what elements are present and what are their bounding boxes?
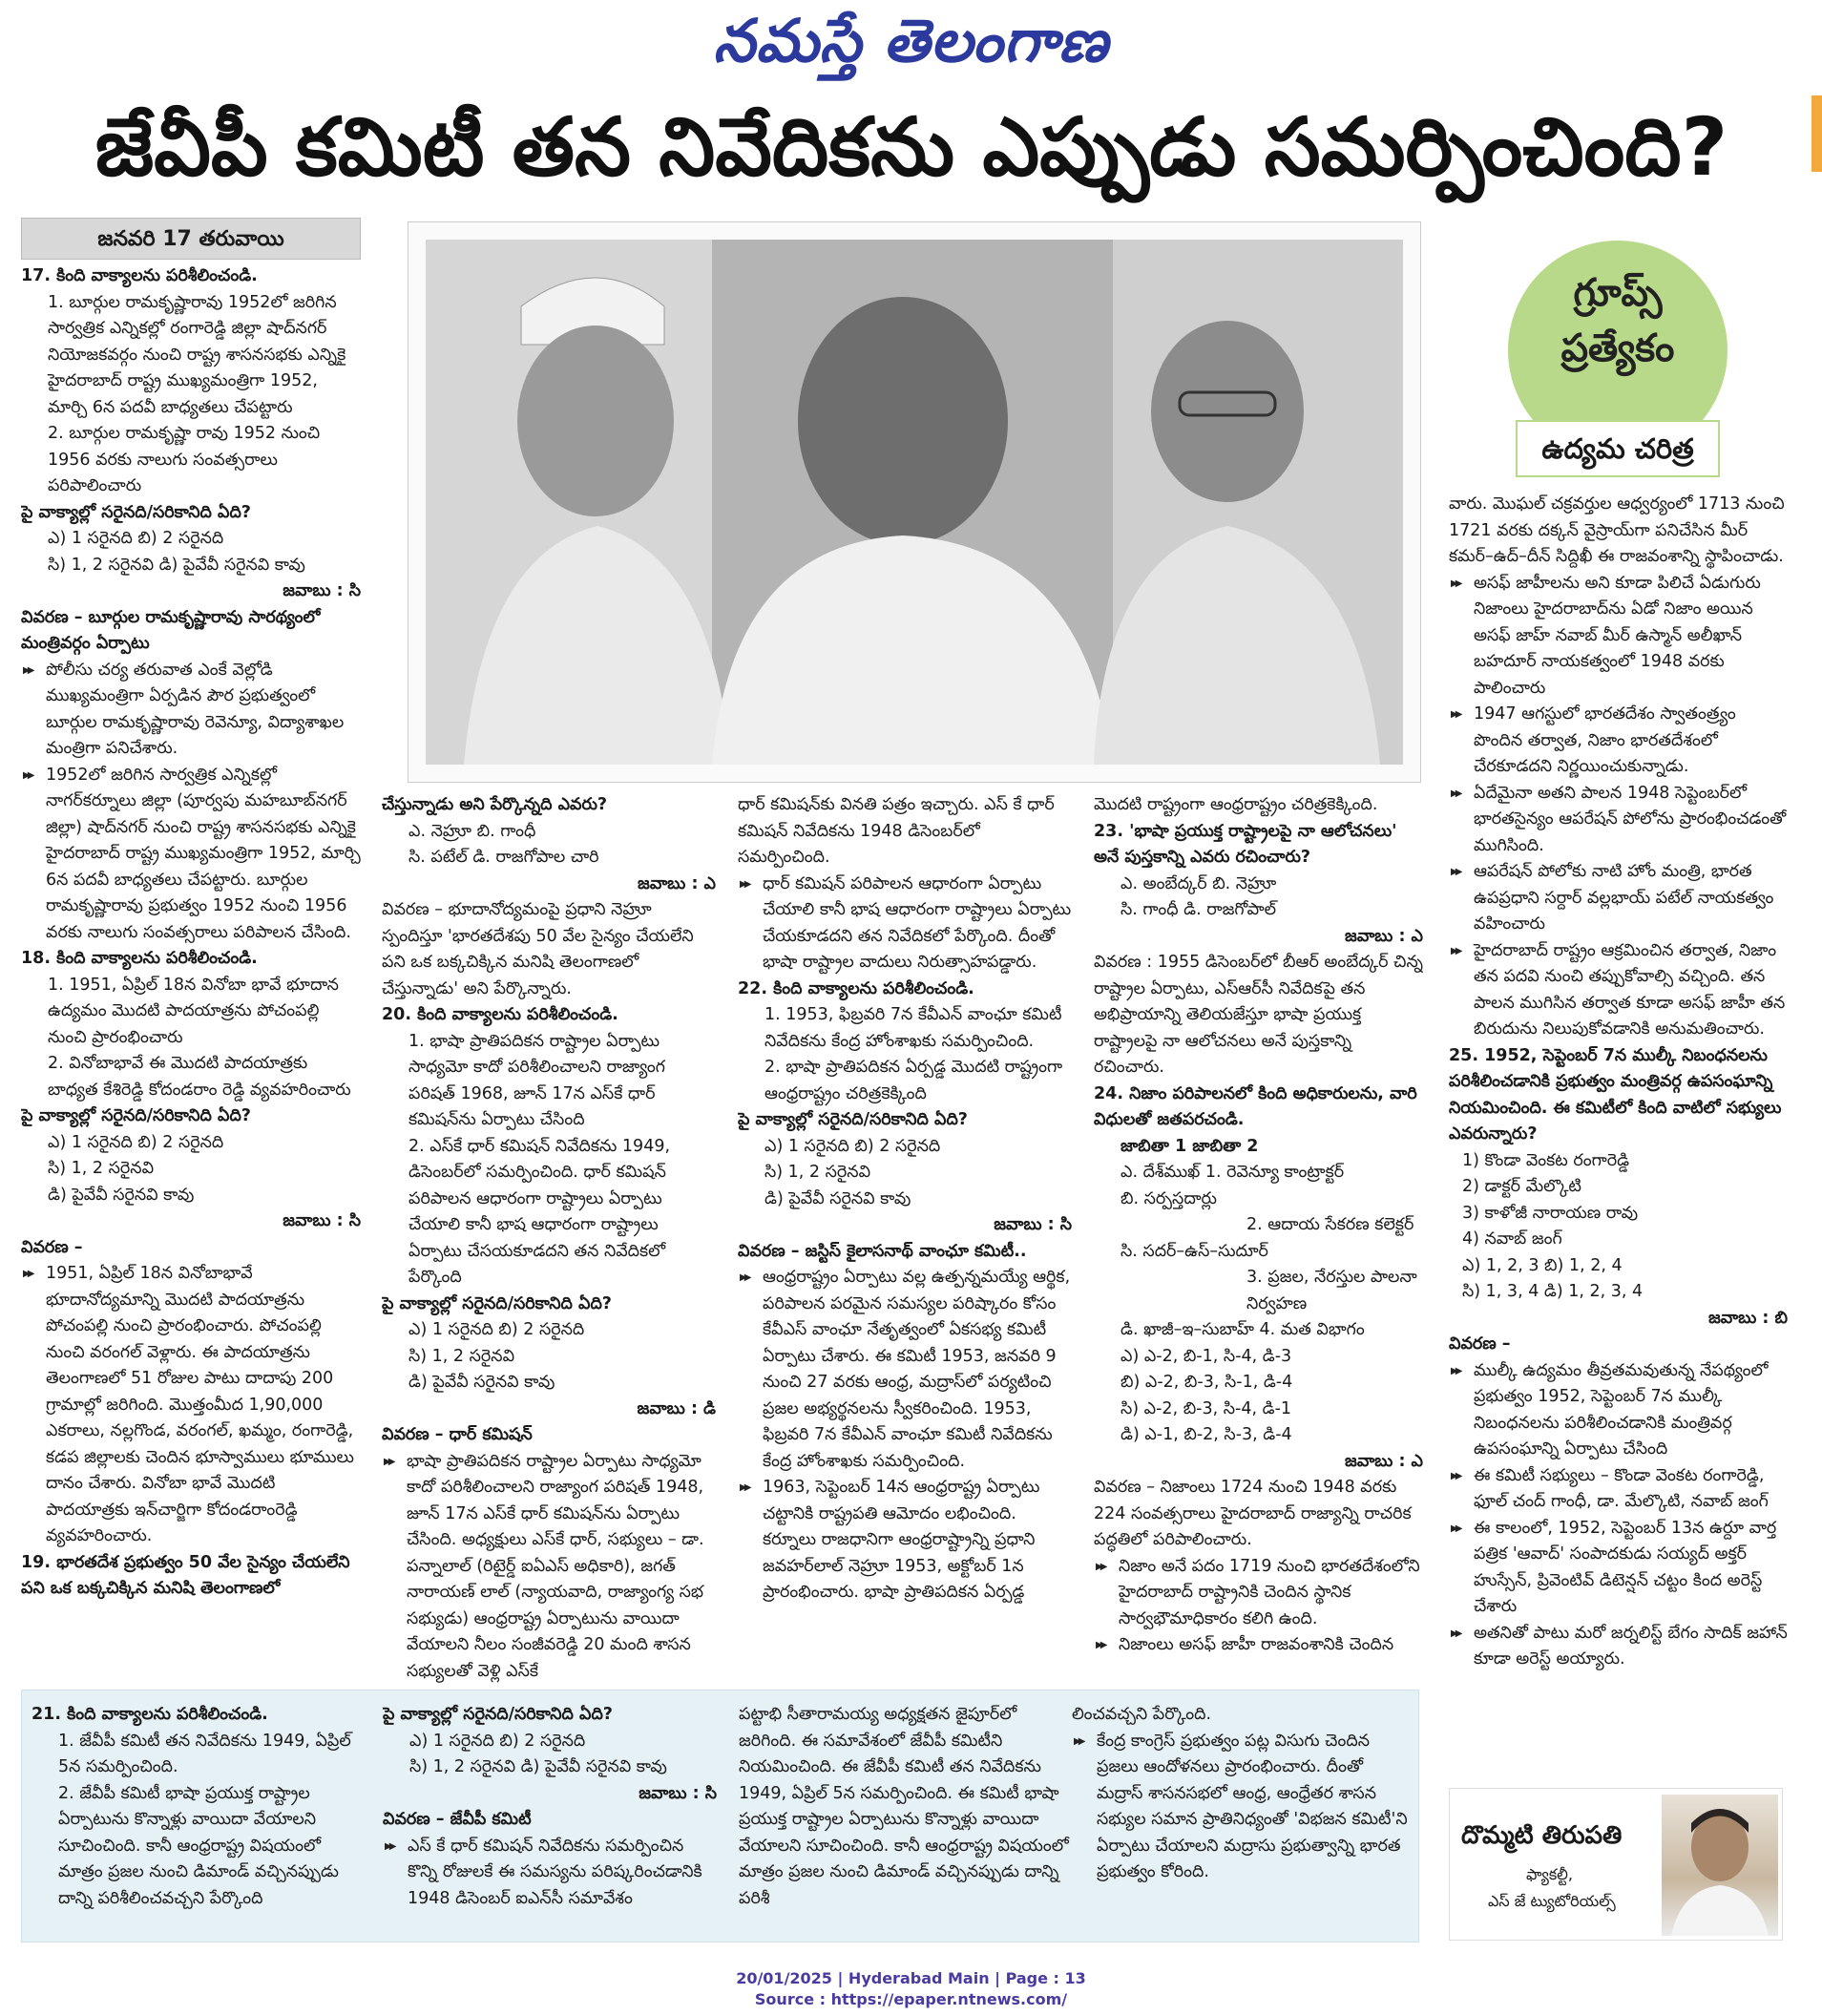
option: ఎ) 1 సరైనది బి) 2 సరైనది (408, 1320, 585, 1339)
stmt: 2. భాషా ప్రాతిపదికన ఏర్పడ్డ మొదటి రాష్ట్రంగా ఆంధ్రరాష్ట్రం చరిత్రకెక్కింది (764, 1058, 1063, 1103)
column-1 (21, 218, 361, 1686)
option: సి) 1, 2 సరైనవి డి) పైవేవీ సరైనవి కావు (409, 1757, 667, 1776)
option: ఎ) ఎ-2, బి-1, సి-4, డి-3 (1120, 1346, 1292, 1366)
question-22: 22. కింది వాక్యాలను పరిశీలించండి. (738, 978, 974, 998)
option: సి. పటేల్ డి. రాజగోపాల చారి (408, 848, 599, 867)
author-portrait (1662, 1795, 1778, 1936)
bullet-point: ▶▶ 1963, సెప్టెంబర్ 14న ఆంధ్రరాష్ట్ర ఏర్పాటు చట్టానికి రాష్ట్రపతి ఆమోదం లభించింది. కర్నూలు రాజధానిగా ఆంధ్రరాష్ట్రాన్ని ప్రధాని జవహర్‌లాల్ నెహ్రూ 1953, అక్టోబర్ 1న ప్రారంభించారు. భాషా ప్రాతిపదికన ఏర్పడ్డ (738, 1475, 1072, 1606)
match-row: డి. ఖాజీ–ఇ–సుబాహ్ 4. మత విభాగం (1120, 1320, 1365, 1339)
stmt: 2. ఎస్‌కే ధార్ కమిషన్ నివేదికను 1949, డిసెంబర్‌లో సమర్పించింది. ధార్ కమిషన్ పరిపాలన ఆధారంగా రాష్ట్రాలు ఏర్పాటు చేయాలి కానీ భాష ఆధారంగా రాష్ట్రాలు ఏర్పాటు చేసయకూడదని తన నివేదికలో పేర్కొంది (408, 1136, 671, 1287)
list-item: 2) డాక్టర్ మేల్కొటి (1462, 1177, 1581, 1196)
bullet-point: ▶▶ ముల్కీ ఉద్యమం తీవ్రతమవుతున్న నేపథ్యంలో ప్రభుత్వం 1952, సెప్టెంబర్ 7న ముల్కీ నిబంధనలను పరిశీలించడానికి మంత్రివర్గ ఉపసంఘాన్ని ఏర్పాటు చేసింది (1449, 1358, 1788, 1463)
option: సి) 1, 2 సరైనవి (408, 1346, 515, 1366)
page-headline: జేవీపీ కమిటీ తన నివేదికను ఎప్పుడు సమర్పించింది? (94, 100, 1728, 194)
leaders-photo (408, 221, 1421, 783)
edge-accent (1812, 95, 1822, 172)
box-column-3 (739, 1702, 1073, 1936)
question-prompt: పై వాక్యాల్లో సరైనది/సరికానిది ఏది? (382, 1293, 612, 1313)
explanation-heading: వివరణ – జస్టిస్ కైలాసనాథ్ వాంఛూ కమిటీ.. (738, 1241, 1027, 1261)
bullet-point: ▶▶ ఈ కమిటీ సభ్యులు – కొండా వెంకట రంగారెడ్డి, ఫూల్ చంద్ గాంధీ, డా. మేల్కొటి, నవాబ్ జంగ్ (1449, 1463, 1788, 1516)
author-name: దొమ్మటి తిరుపతి (1461, 1821, 1623, 1850)
explanation: వివరణ – నిజాంలు 1724 నుంచి 1948 వరకు 224 సంవత్సరాలు హైదరాబాద్ రాజ్యాన్ని రాచరిక పద్ధతిలో పరిపాలించారు. (1094, 1478, 1412, 1549)
date-tag: జనవరి 17 తరువాయి (21, 218, 361, 260)
bullet-point: ▶▶ ఆపరేషన్ పోలోకు నాటి హోం మంత్రి, భారత ఉపప్రధాని సర్దార్ వల్లభాయ్ పటేల్ నాయకత్వం వహించారు (1449, 859, 1788, 938)
bullet-point: ▶▶ 1951, ఏప్రిల్ 18న వినోబాభావే భూదానోద్యమాన్ని మొదటి పాదయాత్రను పోచంపల్లి నుంచి ప్రారంభించారు. పోచంపల్లి నుంచి వరంగల్ వెళ్లారు. ఈ పాదయాత్రను తెలంగాణలో 51 రోజుల పాటు దాదాపు 200 గ్రామాల్లో జరిగింది. మొత్తంమీద 1,90,000 ఎకరాలు, నల్లగొండ, వరంగల్, ఖమ్మం, రంగారెడ్డి, కడప జిల్లాలకు చెందిన భూస్వాములు భూములు దానం చేశారు. వినోబా భావే మొదటి పాదయాత్రకు ఇన్‌చార్జిగా కోదండరాంరెడ్డి వ్యవహరించారు. (21, 1261, 361, 1550)
match-row: ఎ. దేశ్‌ముఖ్ 1. రెవెన్యూ కాంట్రాక్టర్ (1120, 1163, 1345, 1182)
footer-source: Source : https://epaper.ntnews.com/ (754, 1990, 1068, 2008)
stmt: 1. జేవీపీ కమిటీ తన నివేదికను 1949, ఏప్రిల్ 5న సమర్పించింది. (58, 1731, 351, 1776)
stmt: 2. వినోబాభావే ఈ మొదటి పాదయాత్రకు బాధ్యత కేశిరెడ్డి కోదండరాం రెడ్డి వ్యవహరించారు (48, 1054, 351, 1100)
question-19: 19. భారతదేశ ప్రభుత్వం 50 వేల సైన్యం చేయలేని పని ఒక బక్కచిక్కిన మనిషి తెలంగాణలో (21, 1552, 350, 1598)
answer: జవాబు : సి (283, 1211, 361, 1230)
answer: జవాబు : ఎ (1345, 1451, 1423, 1471)
answer: జవాబు : బి (1708, 1308, 1788, 1328)
explanation: వివరణ : 1955 డిసెంబర్‌లో బీఆర్ అంబేద్కర్ చిన్న రాష్ట్రాల ఏర్పాటు, ఎస్ఆర్‌సీ నివేదికపై తన అభిప్రాయాన్ని తెలియజేస్తూ భాషా ప్రయుక్త రాష్ట్రాలపై నా ఆలోచనలు అనే పుస్తకాన్ని రచించారు. (1094, 953, 1423, 1077)
bullet-point: ▶▶ అతనితో పాటు మరో జర్నలిస్ట్ బేగం సాదిక్ జహాన్ కూడా అరెస్ట్ అయ్యారు. (1449, 1621, 1788, 1673)
question-21: 21. కింది వాక్యాలను పరిశీలించండి. (31, 1705, 268, 1724)
answer: జవాబు : సి (639, 1783, 717, 1803)
explanation-heading: వివరణ – బూర్గుల రామకృష్ణారావు సారథ్యంలో మంత్రివర్గం ఏర్పాటు (21, 607, 321, 653)
page-footer (0, 1968, 1822, 2010)
bullet-point: ▶▶ 1952లో జరిగిన సార్వత్రిక ఎన్నికల్లో నాగర్‌కర్నూలు జిల్లా (పూర్వపు మహబూబ్‌నగర్ జిల్లా) షాద్‌నగర్ నుంచి రాష్ట్ర శాసనసభకు ఎన్నికై హైదరాబాద్ రాష్ట్ర ముఖ్యమంత్రిగా 1952, మార్చి 6న పదవీ బాధ్యతలు చేపట్టారు. బూర్గుల రామకృష్ణారావు ప్రభుత్వం 1952 నుంచి 1956 వరకు నాలుగు సంవత్సరాలు పరిపాలన చేసింది. (21, 763, 361, 947)
list-headers: జాబితా 1 జాబితా 2 (1120, 1136, 1259, 1156)
option: సి) 1, 2 సరైనవి డి) పైవేవీ సరైనవి కావు (48, 555, 305, 575)
match-row: 3. ప్రజల, నేరస్తుల పాలనా నిర్వహణ (1246, 1268, 1417, 1313)
stmt: 1. 1953, ఫిబ్రవరి 7న కేవీఎన్ వాంఛూ కమిటీ నివేదికను కేంద్ర హోంశాఖకు సమర్పించింది. (764, 1005, 1062, 1051)
option: డి) పైవేవీ సరైనవి కావు (764, 1188, 911, 1208)
answer: జవాబు : సి (283, 581, 361, 600)
explanation-heading: వివరణ – ధార్ కమిషన్ (382, 1425, 533, 1444)
explanation-heading: వివరణ – (21, 1237, 83, 1257)
masthead-logo: నమస్తే తెలంగాణ (713, 6, 1109, 75)
answer: జవాబు : ఎ (638, 873, 716, 893)
stmt: 1. బూర్గుల రామకృష్ణారావు 1952లో జరిగిన సార్వత్రిక ఎన్నికల్లో రంగారెడ్డి జిల్లా షాద్‌నగర్ నియోజకవర్గం నుంచి రాష్ట్ర శాసనసభకు ఎన్నికై హైదరాబాద్ రాష్ట్ర ముఖ్యమంత్రిగా 1952, మార్చి 6న పదవీ బాధ్యతలు చేపట్టారు (48, 292, 346, 417)
stmt: 1. భాషా ప్రాతిపదికన రాష్ట్రాల ఏర్పాటు సాధ్యమో కాదో పరిశీలించాలని రాజ్యాంగ పరిషత్ 1968, జూన్ 17న ఎస్‌కే ధార్ కమిషన్‌ను ఏర్పాటు చేసింది (408, 1031, 665, 1129)
bullet-point: ▶▶ పోలీసు చర్య తరువాత ఎంకే వెల్లోడి ముఖ్యమంత్రిగా ఏర్పడిన పౌర ప్రభుత్వంలో బూర్గుల రామకృష్ణారావు రెవెన్యూ, విద్యాశాఖల మంత్రిగా పనిచేశారు. (21, 658, 361, 763)
column-2 (382, 792, 716, 1685)
badge-line2: ప్రత్యేకం (1560, 326, 1675, 370)
option: డి) ఎ-1, బి-2, సి-3, డి-4 (1120, 1425, 1292, 1444)
list-item: 1) కొండా వెంకట రంగారెడ్డి (1462, 1150, 1630, 1170)
photo-image (426, 240, 1403, 765)
footer-date-page: 20/01/2025 | Hyderabad Main | Page : 13 (736, 1969, 1086, 1987)
bullet-point: ▶▶ ఆంధ్రరాష్ట్రం ఏర్పాటు వల్ల ఉత్పన్నమయ్యే ఆర్థిక, పరిపాలన పరమైన సమస్యల పరిష్కారం కోసం కేవీఎస్ వాంఛూ నేతృత్వంలో ఏకసభ్య కమిటీ ఏర్పాటు చేశారు. ఈ కమిటీ 1953, జనవరి 9 నుంచి 27 వరకు ఆంధ్ర, మద్రాస్‌లో పర్యటించి ప్రజల అభ్యర్థనలను స్వీకరించింది. 1953, ఫిబ్రవరి 7న కేవీఎన్ వాంఛూ కమిటీ నివేదికను కేంద్ర హోంశాఖకు సమర్పించింది. (738, 1265, 1072, 1475)
question-18: 18. కింది వాక్యాలను పరిశీలించండి. (21, 949, 258, 968)
explanation: వివరణ – భూదానోద్యమంపై ప్రధాని నెహ్రూ స్పందిస్తూ 'భారతదేశపు 50 వేల సైన్యం చేయలేని పని ఒక బక్కచిక్కిన మనిషి తెలంగాణలో చేస్తున్నాడు' అని పేర్కొన్నారు. (382, 900, 694, 998)
stmt: 2. జేవీపీ కమిటీ భాషా ప్రయుక్త రాష్ట్రాల ఏర్పాటును కొన్నాళ్లు వాయిదా వేయాలని సూచించింది. కానీ ఆంధ్రరాష్ట్ర విషయంలో మాత్రం ప్రజల నుంచి డిమాండ్ వచ్చినప్పుడు దాన్ని పరిశీలించవచ్చని పేర్కొంది (58, 1783, 339, 1908)
explanation-heading: వివరణ – (1449, 1334, 1511, 1354)
paragraph: పట్టాభి సీతారామయ్య అధ్యక్షతన జైపూర్‌లో జరిగింది. ఈ సమావేశంలో జేవీపీ కమిటీని నియమించింది. ఈ జేవీపీ కమిటీ తన నివేదికను 1949, ఏప్రిల్ 5న సమర్పించింది. ఈ కమిటీ భాషా ప్రయుక్త రాష్ట్రాల ఏర్పాటును కొన్నాళ్లు వాయిదా వేయాలని సూచించింది. కానీ ఆంధ్రరాష్ట్ర విషయంలో మాత్రం ప్రజల నుంచి డిమాండ్ వచ్చినప్పుడు దాన్ని పరిశీ (739, 1705, 1069, 1908)
bullet-point: ▶▶ నిజాం అనే పదం 1719 నుంచి భారతదేశంలోని హైదరాబాద్ రాష్ట్రానికి చెందిన స్థానిక సార్వభౌమాధికారం కలిగి ఉంది. (1094, 1554, 1423, 1633)
option: ఎ) 1, 2, 3 బి) 1, 2, 4 (1462, 1255, 1623, 1275)
box-column-2 (383, 1702, 717, 1936)
stmt: 2. బూర్గుల రామకృష్ణా రావు 1952 నుంచి 1956 వరకు నాలుగు సంవత్సరాలు పరిపాలించారు (48, 424, 321, 495)
explanation-heading: వివరణ – జేవీపీ కమిటీ (383, 1810, 532, 1829)
paragraph: లించవచ్చని పేర్కొంది. (1072, 1705, 1212, 1724)
option: ఎ. నెహ్రూ బి. గాంధీ (408, 821, 536, 841)
question-23: 23. 'భాషా ప్రయుక్త రాష్ట్రాలపై నా ఆలోచనలు' అనే పుస్తకాన్ని ఎవరు రచించారు? (1094, 821, 1397, 867)
question-20: 20. కింది వాక్యాలను పరిశీలించండి. (382, 1005, 618, 1024)
bullet-point: ▶▶ ధార్ కమిషన్ పరిపాలన ఆధారంగా ఏర్పాటు చేయాలి కానీ భాష ఆధారంగా రాష్ట్రాలు ఏర్పాటు చేయకూడదని తన నివేదికలో పేర్కొంది. దీంతో భాషా రాష్ట్రాల వాదులు నిరుత్సాహపడ్డారు. (738, 872, 1072, 976)
question-24: 24. నిజాం పరిపాలనలో కింది అధికారులను, వారి విధులతో జతపరచండి. (1094, 1083, 1417, 1129)
badge-band: ఉద్యమ చరిత్ర (1516, 420, 1720, 477)
portrait-silhouettes (426, 240, 1403, 765)
column-3 (738, 792, 1072, 1685)
bullet-point: ▶▶ 1947 ఆగస్టులో భారతదేశం స్వాతంత్ర్యం పొందిన తర్వాత, నిజాం భారతదేశంలో చేరకూడదని నిర్ణయించుకున్నాడు. (1449, 702, 1788, 781)
bullet-point: ▶▶ ఎస్ కే ధార్ కమిషన్ నివేదికను సమర్పించిన కొన్ని రోజులకే ఈ సమస్యను పరిష్కరించడానికి 1948 డిసెంబర్ ఐఎన్‌సీ సమావేశం (383, 1834, 717, 1913)
option: సి) 1, 2 సరైనవి (764, 1163, 871, 1182)
author-organization: ఎస్ జే ట్యుటోరియల్స్ (1488, 1892, 1616, 1910)
match-row: సి. సదర్–ఉస్–సుదూర్ (1120, 1241, 1268, 1261)
option: ఎ) 1 సరైనది బి) 2 సరైనది (48, 1132, 224, 1152)
answer: జవాబు : ఎ (1345, 926, 1423, 946)
bullet-point: ▶▶ అసఫ్ జాహీలను అని కూడా పిలిచే ఏడుగురు నిజాంలు హైదరాబాద్‌ను ఏడో నిజాం అయిన అసఫ్ జాహ్ నవాబ్ మీర్ ఉస్మాన్ అలీఖాన్ బహదూర్ నాయకత్వంలో 1948 వరకు పాలించారు (1449, 571, 1788, 703)
option: సి) ఎ-2, బి-3, సి-4, డి-1 (1120, 1398, 1292, 1418)
match-row: 2. ఆదాయ సేకరణ కలెక్టర్ (1246, 1215, 1414, 1234)
option: ఎ) 1 సరైనది బి) 2 సరైనది (409, 1731, 586, 1751)
option: సి) 1, 2 సరైనవి (48, 1159, 155, 1178)
box-column-1 (31, 1702, 366, 1936)
question-prompt: పై వాక్యాల్లో సరైనది/సరికానిది ఏది? (738, 1110, 968, 1129)
question-prompt: పై వాక్యాల్లో సరైనది/సరికానిది ఏది? (21, 502, 251, 522)
question-25: 25. 1952, సెప్టెంబర్ 7న ముల్కీ నిబంధనలను పరిశీలించడానికి ప్రభుత్వం మంత్రివర్గ ఉపసంఘాన్ని నియమించింది. ఈ కమిటీలో కింది వాటిలో సభ్యులు ఎవరున్నారు? (1449, 1045, 1782, 1144)
answer: జవాబు : డి (637, 1398, 716, 1418)
box-column-4 (1072, 1702, 1411, 1936)
option: ఎ) 1 సరైనది బి) 2 సరైనది (48, 529, 224, 548)
option: ఎ) 1 సరైనది బి) 2 సరైనది (764, 1136, 941, 1156)
bullet-point: ▶▶ ఈ కాలంలో, 1952, సెప్టెంబర్ 13న ఉర్దూ వార్త పత్రిక 'ఆవాద్' సంపాదకుడు సయ్యద్ అక్తర్ హుస్సేన్, ప్రివెంటివ్ డిటెన్షన్ చట్టం కింద అరెస్ట్ చేశారు (1449, 1516, 1788, 1621)
paragraph: మొదటి రాష్ట్రంగా ఆంధ్రరాష్ట్రం చరిత్రకెక్కింది. (1094, 795, 1378, 814)
bullet-point: ▶▶ హైదరాబాద్ రాష్ట్రం ఆక్రమించిన తర్వాత, నిజాం తన పదవి నుంచి తప్పుకోవాల్సి వచ్చింది. తన పాలన ముగిసిన తర్వాత కూడా అసఫ్ జాహీ తన బిరుదును నిలుపుకోవడానికి అనుమతించారు. (1449, 938, 1788, 1043)
paragraph: ధార్ కమిషన్‌కు వినతి పత్రం ఇచ్చారు. ఎస్ కే ధార్ కమిషన్ నివేదికను 1948 డిసెంబర్‌లో సమర్పించింది. (738, 795, 1055, 867)
question-17: 17. కింది వాక్యాలను పరిశీలించండి. (21, 266, 258, 285)
option: డి) పైవేవీ సరైనవి కావు (48, 1185, 195, 1205)
option: సి. గాంధీ డి. రాజగోపాల్ (1120, 900, 1277, 919)
option: ఎ. అంబేద్కర్ బి. నెహ్రూ (1120, 873, 1277, 893)
list-item: 3) కాళోజీ నారాయణ రావు (1462, 1203, 1639, 1223)
paragraph: వారు. మొఘల్ చక్రవర్తుల ఆధ్వర్యంలో 1713 నుంచి 1721 వరకు దక్కన్ వైస్రాయ్‌గా పనిచేసిన మీర్ కమర్–ఉద్–దీన్ సిద్దిఖీ ఈ రాజవంశాన్ని స్థాపించాడు. (1449, 494, 1785, 566)
column-5 (1449, 492, 1788, 1782)
list-item: 4) నవాబ్ జంగ్ (1462, 1229, 1562, 1249)
bullet-point: ▶▶ కేంద్ర కాంగ్రెస్ ప్రభుత్వం పట్ల విసుగు చెందిన ప్రజలు ఆందోళనలు ప్రారంభించారు. దీంతో మద్రాస్ శాసనసభలో ఆంధ్ర, ఆంధ్రేతర శాసన సభ్యుల సమాన ప్రాతినిధ్యంతో 'విభజన కమిటీ'ని ఏర్పాటు చేయాలని మద్రాసు ప్రభుత్వాన్ని భారత ప్రభుత్వం కోరింది. (1072, 1729, 1411, 1886)
question-prompt: పై వాక్యాల్లో సరైనది/సరికానిది ఏది? (383, 1705, 613, 1724)
author-role: ఫ్యాకల్టీ, (1526, 1865, 1573, 1883)
match-row: బి. సర్పస్తదార్లు (1120, 1188, 1217, 1208)
bullet-point: ▶▶ నిజాంలు అసఫ్ జాహీ రాజవంశానికి చెందిన (1094, 1632, 1423, 1659)
option: సి) 1, 3, 4 డి) 1, 2, 3, 4 (1462, 1282, 1644, 1301)
option: బి) ఎ-2, బి-3, సి-1, డి-4 (1120, 1373, 1293, 1392)
question-continued: చేస్తున్నాడు అని పేర్కొన్నది ఎవరు? (382, 795, 608, 814)
author-box (1449, 1788, 1783, 1941)
badge-line1: గ్రూప్స్ (1573, 271, 1663, 315)
question-21-box (21, 1690, 1419, 1942)
bullet-point: ▶▶ ఏదేమైనా అతని పాలన 1948 సెప్టెంబర్‌లో భారతసైన్యం ఆపరేషన్ పోలోను ప్రారంభించడంతో ముగిసింది. (1449, 781, 1788, 860)
option: డి) పైవేవీ సరైనవి కావు (408, 1373, 555, 1392)
question-prompt: పై వాక్యాల్లో సరైనది/సరికానిది ఏది? (21, 1106, 251, 1125)
bullet-point: ▶▶ భాషా ప్రాతిపదికన రాష్ట్రాల ఏర్పాటు సాధ్యమో కాదో పరిశీలించాలని రాజ్యాంగ పరిషత్ 1948, జూన్ 17న ఎస్‌కే ధార్ కమిషన్‌ను ఏర్పాటు చేసింది. అధ్యక్షులు ఎస్‌కే ధార్, సభ్యులు – డా. పన్నాలాల్ (రిటైర్డ్ ఐఏఎస్ అధికారి), జగత్ నారాయణ్ లాల్ (న్యాయవాది, రాజ్యాంగ్య సభ సభ్యుడు) ఆంధ్రరాష్ట్ర ఏర్పాటును వాయిదా వేయాలని నీలం సంజీవరెడ్డి 20 మంది శాసన సభ్యులతో వెళ్లి ఎస్‌కే (382, 1449, 716, 1686)
answer: జవాబు : సి (994, 1215, 1072, 1234)
stmt: 1. 1951, ఏప్రిల్ 18న వినోబా భావే భూదాన ఉద్యమం మొదటి పాదయాత్రను పోచంపల్లి నుంచి ప్రారంభించారు (48, 975, 339, 1047)
author-photo (1662, 1795, 1778, 1936)
column-4 (1094, 792, 1423, 1685)
